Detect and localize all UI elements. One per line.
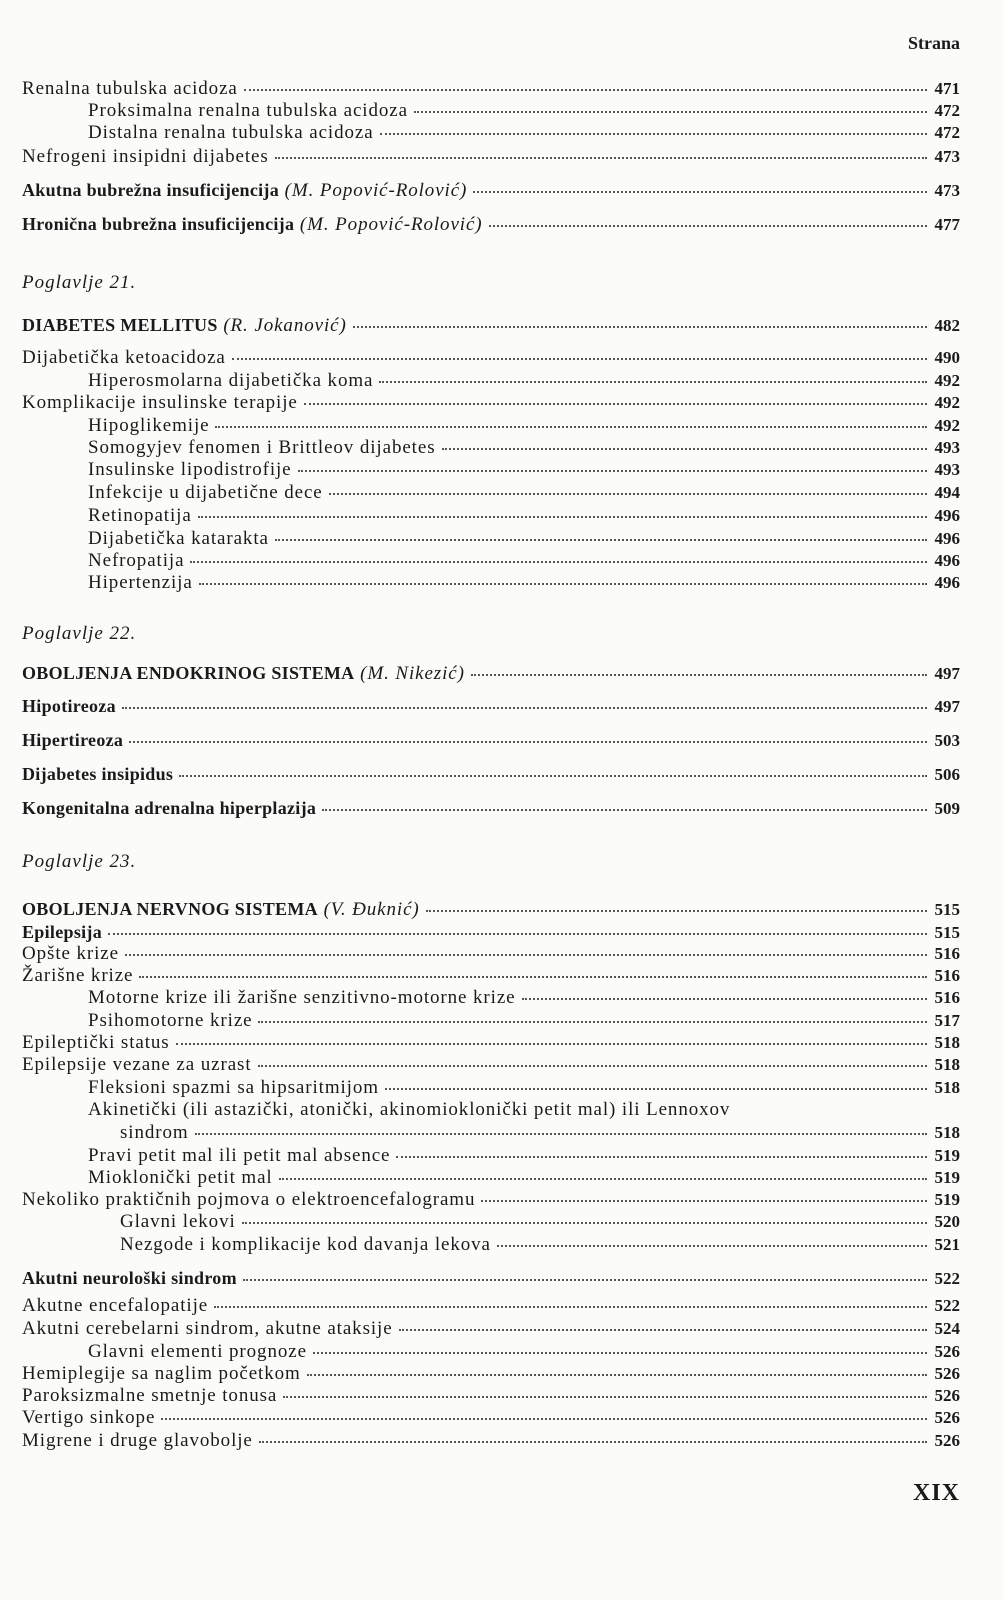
dot-leader — [313, 1352, 927, 1354]
toc-entry — [88, 122, 960, 144]
dot-leader — [497, 1245, 927, 1247]
entry-title-continuation: sindrom — [120, 1122, 189, 1143]
entry-page: 526 — [934, 1408, 960, 1427]
entry-title: Nezgode i komplikacije kod davanja lekova — [120, 1234, 491, 1255]
entry-title: Infekcije u dijabetične dece — [88, 482, 323, 503]
entry-page: 493 — [934, 438, 960, 457]
entry-page: 515 — [934, 923, 960, 942]
dot-leader — [198, 516, 927, 518]
entry-page: 518 — [934, 1055, 960, 1074]
entry-title: Dijabetička katarakta — [88, 528, 269, 549]
entry-page: 473 — [934, 147, 960, 166]
section-title: OBOLJENJA NERVNOG SISTEMA — [22, 899, 318, 919]
entry-page: 519 — [934, 1168, 960, 1187]
entry-page: 496 — [934, 551, 960, 570]
entry-title — [22, 763, 173, 786]
dot-leader — [353, 326, 927, 328]
entry-title: Retinopatija — [88, 505, 192, 526]
section-author: (M. Nikezić) — [360, 663, 465, 684]
dot-leader — [473, 191, 926, 193]
toc-entry — [88, 1145, 960, 1167]
entry-page: 472 — [934, 101, 960, 120]
toc-entry — [88, 550, 960, 572]
entry-page: 521 — [934, 1235, 960, 1254]
toc-section-entry — [22, 662, 960, 685]
dot-leader — [232, 358, 927, 360]
dot-leader — [161, 1418, 926, 1420]
dot-leader — [307, 1374, 927, 1376]
entry-title: Vertigo sinkope — [22, 1407, 156, 1428]
entry-title — [22, 213, 483, 236]
toc-section-entry — [22, 729, 960, 752]
entry-page: 516 — [934, 966, 960, 985]
dot-leader — [199, 583, 927, 585]
section-title: Kongenitalna adrenalna hiperplazija — [22, 798, 317, 818]
dot-leader — [481, 1200, 926, 1202]
dot-leader — [322, 809, 926, 811]
entry-title: Mioklonički petit mal — [88, 1167, 273, 1188]
entry-title: Proksimalna renalna tubulska acidoza — [88, 100, 408, 121]
dot-leader — [275, 539, 927, 541]
entry-page: 526 — [934, 1386, 960, 1405]
entry-page: 471 — [934, 79, 960, 98]
entry-page: 515 — [934, 900, 960, 919]
toc-entry — [88, 1010, 960, 1032]
entry-page: 497 — [934, 664, 960, 683]
entry-title: Akutne encefalopatije — [22, 1295, 209, 1316]
section-title: Hronična bubrežna insuficijencija — [22, 214, 295, 234]
toc-entry — [88, 482, 960, 504]
entry-page: 522 — [934, 1269, 960, 1288]
entry-page: 506 — [934, 765, 960, 784]
dot-leader — [275, 157, 927, 159]
dot-leader — [259, 1441, 927, 1443]
dot-leader — [399, 1329, 927, 1331]
entry-title: Akutni cerebelarni sindrom, akutne ataksije — [22, 1318, 393, 1339]
entry-title — [22, 1267, 237, 1290]
entry-title: Fleksioni spazmi sa hipsaritmijom — [88, 1077, 379, 1098]
entry-page: 490 — [934, 348, 960, 367]
toc-entry — [120, 1234, 960, 1256]
dot-leader — [176, 1043, 927, 1045]
toc-section-entry — [22, 797, 960, 820]
entry-title — [22, 314, 347, 337]
toc-entry — [22, 146, 960, 168]
entry-page: 518 — [934, 1123, 960, 1142]
entry-page: 518 — [934, 1033, 960, 1052]
dot-leader — [214, 1306, 926, 1308]
section-title: DIABETES MELLITUS — [22, 315, 218, 335]
dot-leader — [244, 89, 927, 91]
toc-entry — [22, 1032, 960, 1054]
toc-entry — [22, 1295, 960, 1317]
entry-title: Glavni elementi prognoze — [88, 1341, 307, 1362]
entry-title: Epilepsije vezane za uzrast — [22, 1054, 252, 1075]
entry-title: Insulinske lipodistrofije — [88, 459, 292, 480]
entry-title — [22, 662, 465, 685]
dot-leader — [195, 1133, 927, 1135]
dot-leader — [243, 1279, 927, 1281]
dot-leader — [139, 976, 926, 978]
entry-title: Nefropatija — [88, 550, 185, 571]
dot-leader — [379, 381, 926, 383]
dot-leader — [304, 403, 927, 405]
entry-title: Motorne krize ili žarišne senzitivno-motorne krize — [88, 987, 516, 1008]
chapter-label: Poglavlje 21. — [22, 272, 137, 293]
toc-entry — [88, 1099, 960, 1121]
toc-entry-continuation — [120, 1122, 960, 1144]
section-title: Akutni neurološki sindrom — [22, 1268, 237, 1288]
entry-title: Glavni lekovi — [120, 1211, 236, 1232]
entry-page: 526 — [934, 1342, 960, 1361]
dot-leader — [242, 1222, 927, 1224]
toc-entry — [22, 392, 960, 414]
entry-page: 496 — [934, 506, 960, 525]
entry-title: Psihomotorne krize — [88, 1010, 253, 1031]
section-title: Akutna bubrežna insuficijencija — [22, 180, 280, 200]
entry-page: 492 — [934, 393, 960, 412]
entry-page: 494 — [934, 483, 960, 502]
toc-entry — [88, 1167, 960, 1189]
entry-title: Nekoliko praktičnih pojmova o elektroencefalogramu — [22, 1189, 476, 1210]
dot-leader — [380, 133, 927, 135]
toc-entry — [88, 505, 960, 527]
entry-title — [22, 898, 420, 921]
dot-leader — [522, 998, 927, 1000]
dot-leader — [258, 1065, 927, 1067]
entry-page: 497 — [934, 697, 960, 716]
entry-title: Opšte krize — [22, 943, 119, 964]
toc-entry — [22, 965, 960, 987]
toc-entry — [22, 1318, 960, 1340]
toc-section-entry — [22, 1267, 960, 1290]
dot-leader — [471, 674, 927, 676]
toc-entry — [88, 437, 960, 459]
dot-leader — [125, 954, 927, 956]
section-author: (M. Popović-Rolović) — [284, 180, 468, 201]
entry-title: Hipertenzija — [88, 572, 193, 593]
entry-title: Hipoglikemije — [88, 415, 210, 436]
dot-leader — [279, 1178, 927, 1180]
section-title: Hipotireoza — [22, 696, 116, 716]
entry-page: 493 — [934, 460, 960, 479]
dot-leader — [329, 493, 927, 495]
toc-entry — [88, 528, 960, 550]
entry-page: 516 — [934, 988, 960, 1007]
entry-title: Dijabetička ketoacidoza — [22, 347, 226, 368]
section-author: (M. Popović-Rolović) — [299, 214, 483, 235]
entry-title: Somogyjev fenomen i Brittleov dijabetes — [88, 437, 436, 458]
dot-leader — [283, 1396, 926, 1398]
toc-entry — [22, 1054, 960, 1076]
entry-title: Akinetički (ili astazički, atonički, akinomioklonički petit mal) ili Lennoxov — [88, 1099, 731, 1120]
toc-entry — [120, 1211, 960, 1233]
toc-entry — [22, 1363, 960, 1385]
toc-entry — [88, 1077, 960, 1099]
entry-page: 492 — [934, 371, 960, 390]
dot-leader — [122, 707, 927, 709]
entry-title: Komplikacije insulinske terapije — [22, 392, 298, 413]
toc-section-entry — [22, 213, 960, 236]
entry-page: 477 — [934, 215, 960, 234]
toc-entry — [88, 459, 960, 481]
section-title: Hipertireoza — [22, 730, 124, 750]
dot-leader — [385, 1088, 927, 1090]
toc-section-entry — [22, 695, 960, 718]
entry-title — [22, 797, 316, 820]
toc-entry — [22, 1430, 960, 1452]
entry-page: 473 — [934, 181, 960, 200]
entry-page: 522 — [934, 1296, 960, 1315]
entry-title: Pravi petit mal ili petit mal absence — [88, 1145, 391, 1166]
dot-leader — [442, 448, 927, 450]
toc-entry — [22, 347, 960, 369]
dot-leader — [179, 775, 926, 777]
entry-page: 503 — [934, 731, 960, 750]
entry-page: 482 — [934, 316, 960, 335]
entry-title — [22, 921, 102, 944]
toc-entry — [22, 943, 960, 965]
entry-page: 526 — [934, 1431, 960, 1450]
toc-section-entry — [22, 898, 960, 921]
entry-page: 519 — [934, 1146, 960, 1165]
entry-title — [22, 179, 467, 202]
entry-page: 492 — [934, 416, 960, 435]
entry-title: Nefrogeni insipidni dijabetes — [22, 146, 269, 167]
entry-page: 519 — [934, 1190, 960, 1209]
toc-entry — [88, 1341, 960, 1363]
page-number: XIX — [912, 1480, 960, 1506]
chapter-label: Poglavlje 23. — [22, 851, 137, 872]
entry-page: 526 — [934, 1364, 960, 1383]
entry-page: 517 — [934, 1011, 960, 1030]
entry-page: 472 — [934, 123, 960, 142]
toc-section-entry — [22, 921, 960, 944]
toc-entry — [88, 415, 960, 437]
entry-page: 518 — [934, 1078, 960, 1097]
entry-page: 496 — [934, 529, 960, 548]
dot-leader — [215, 426, 926, 428]
entry-title: Distalna renalna tubulska acidoza — [88, 122, 374, 143]
entry-page: 516 — [934, 944, 960, 963]
entry-page: 496 — [934, 573, 960, 592]
toc-entry — [22, 1385, 960, 1407]
toc-section-entry — [22, 763, 960, 786]
entry-title: Renalna tubulska acidoza — [22, 78, 238, 99]
entry-title: Migrene i druge glavobolje — [22, 1430, 253, 1451]
dot-leader — [298, 470, 927, 472]
toc-entry — [88, 572, 960, 594]
entry-page: 524 — [934, 1319, 960, 1338]
toc-entry — [88, 987, 960, 1009]
entry-title: Hiperosmolarna dijabetička koma — [88, 370, 374, 391]
toc-section-entry — [22, 179, 960, 202]
toc-entry — [22, 1407, 960, 1429]
toc-entry — [22, 1189, 960, 1211]
entry-title — [22, 729, 123, 752]
entry-title — [22, 695, 116, 718]
toc-entry — [22, 78, 960, 100]
dot-leader — [396, 1156, 926, 1158]
dot-leader — [426, 910, 927, 912]
section-title: Epilepsija — [22, 922, 103, 942]
chapter-label: Poglavlje 22. — [22, 623, 137, 644]
entry-title: Paroksizmalne smetnje tonusa — [22, 1385, 278, 1406]
dot-leader — [129, 741, 926, 743]
entry-page: 520 — [934, 1212, 960, 1231]
toc-entry — [88, 100, 960, 122]
toc-section-entry — [22, 314, 960, 337]
section-author: (V. Đuknić) — [323, 899, 420, 920]
entry-title: Žarišne krize — [22, 965, 134, 986]
dot-leader — [190, 561, 926, 563]
dot-leader — [108, 933, 926, 935]
entry-title: Epileptički status — [22, 1032, 170, 1053]
entry-page: 509 — [934, 799, 960, 818]
dot-leader — [489, 225, 927, 227]
section-title: Dijabetes insipidus — [22, 764, 174, 784]
entry-title: Hemiplegije sa naglim početkom — [22, 1363, 301, 1384]
page-column-header: Strana — [907, 33, 960, 53]
section-title: OBOLJENJA ENDOKRINOG SISTEMA — [22, 663, 355, 683]
toc-entry — [88, 370, 960, 392]
dot-leader — [414, 111, 927, 113]
dot-leader — [258, 1021, 926, 1023]
section-author: (R. Jokanović) — [223, 315, 347, 336]
